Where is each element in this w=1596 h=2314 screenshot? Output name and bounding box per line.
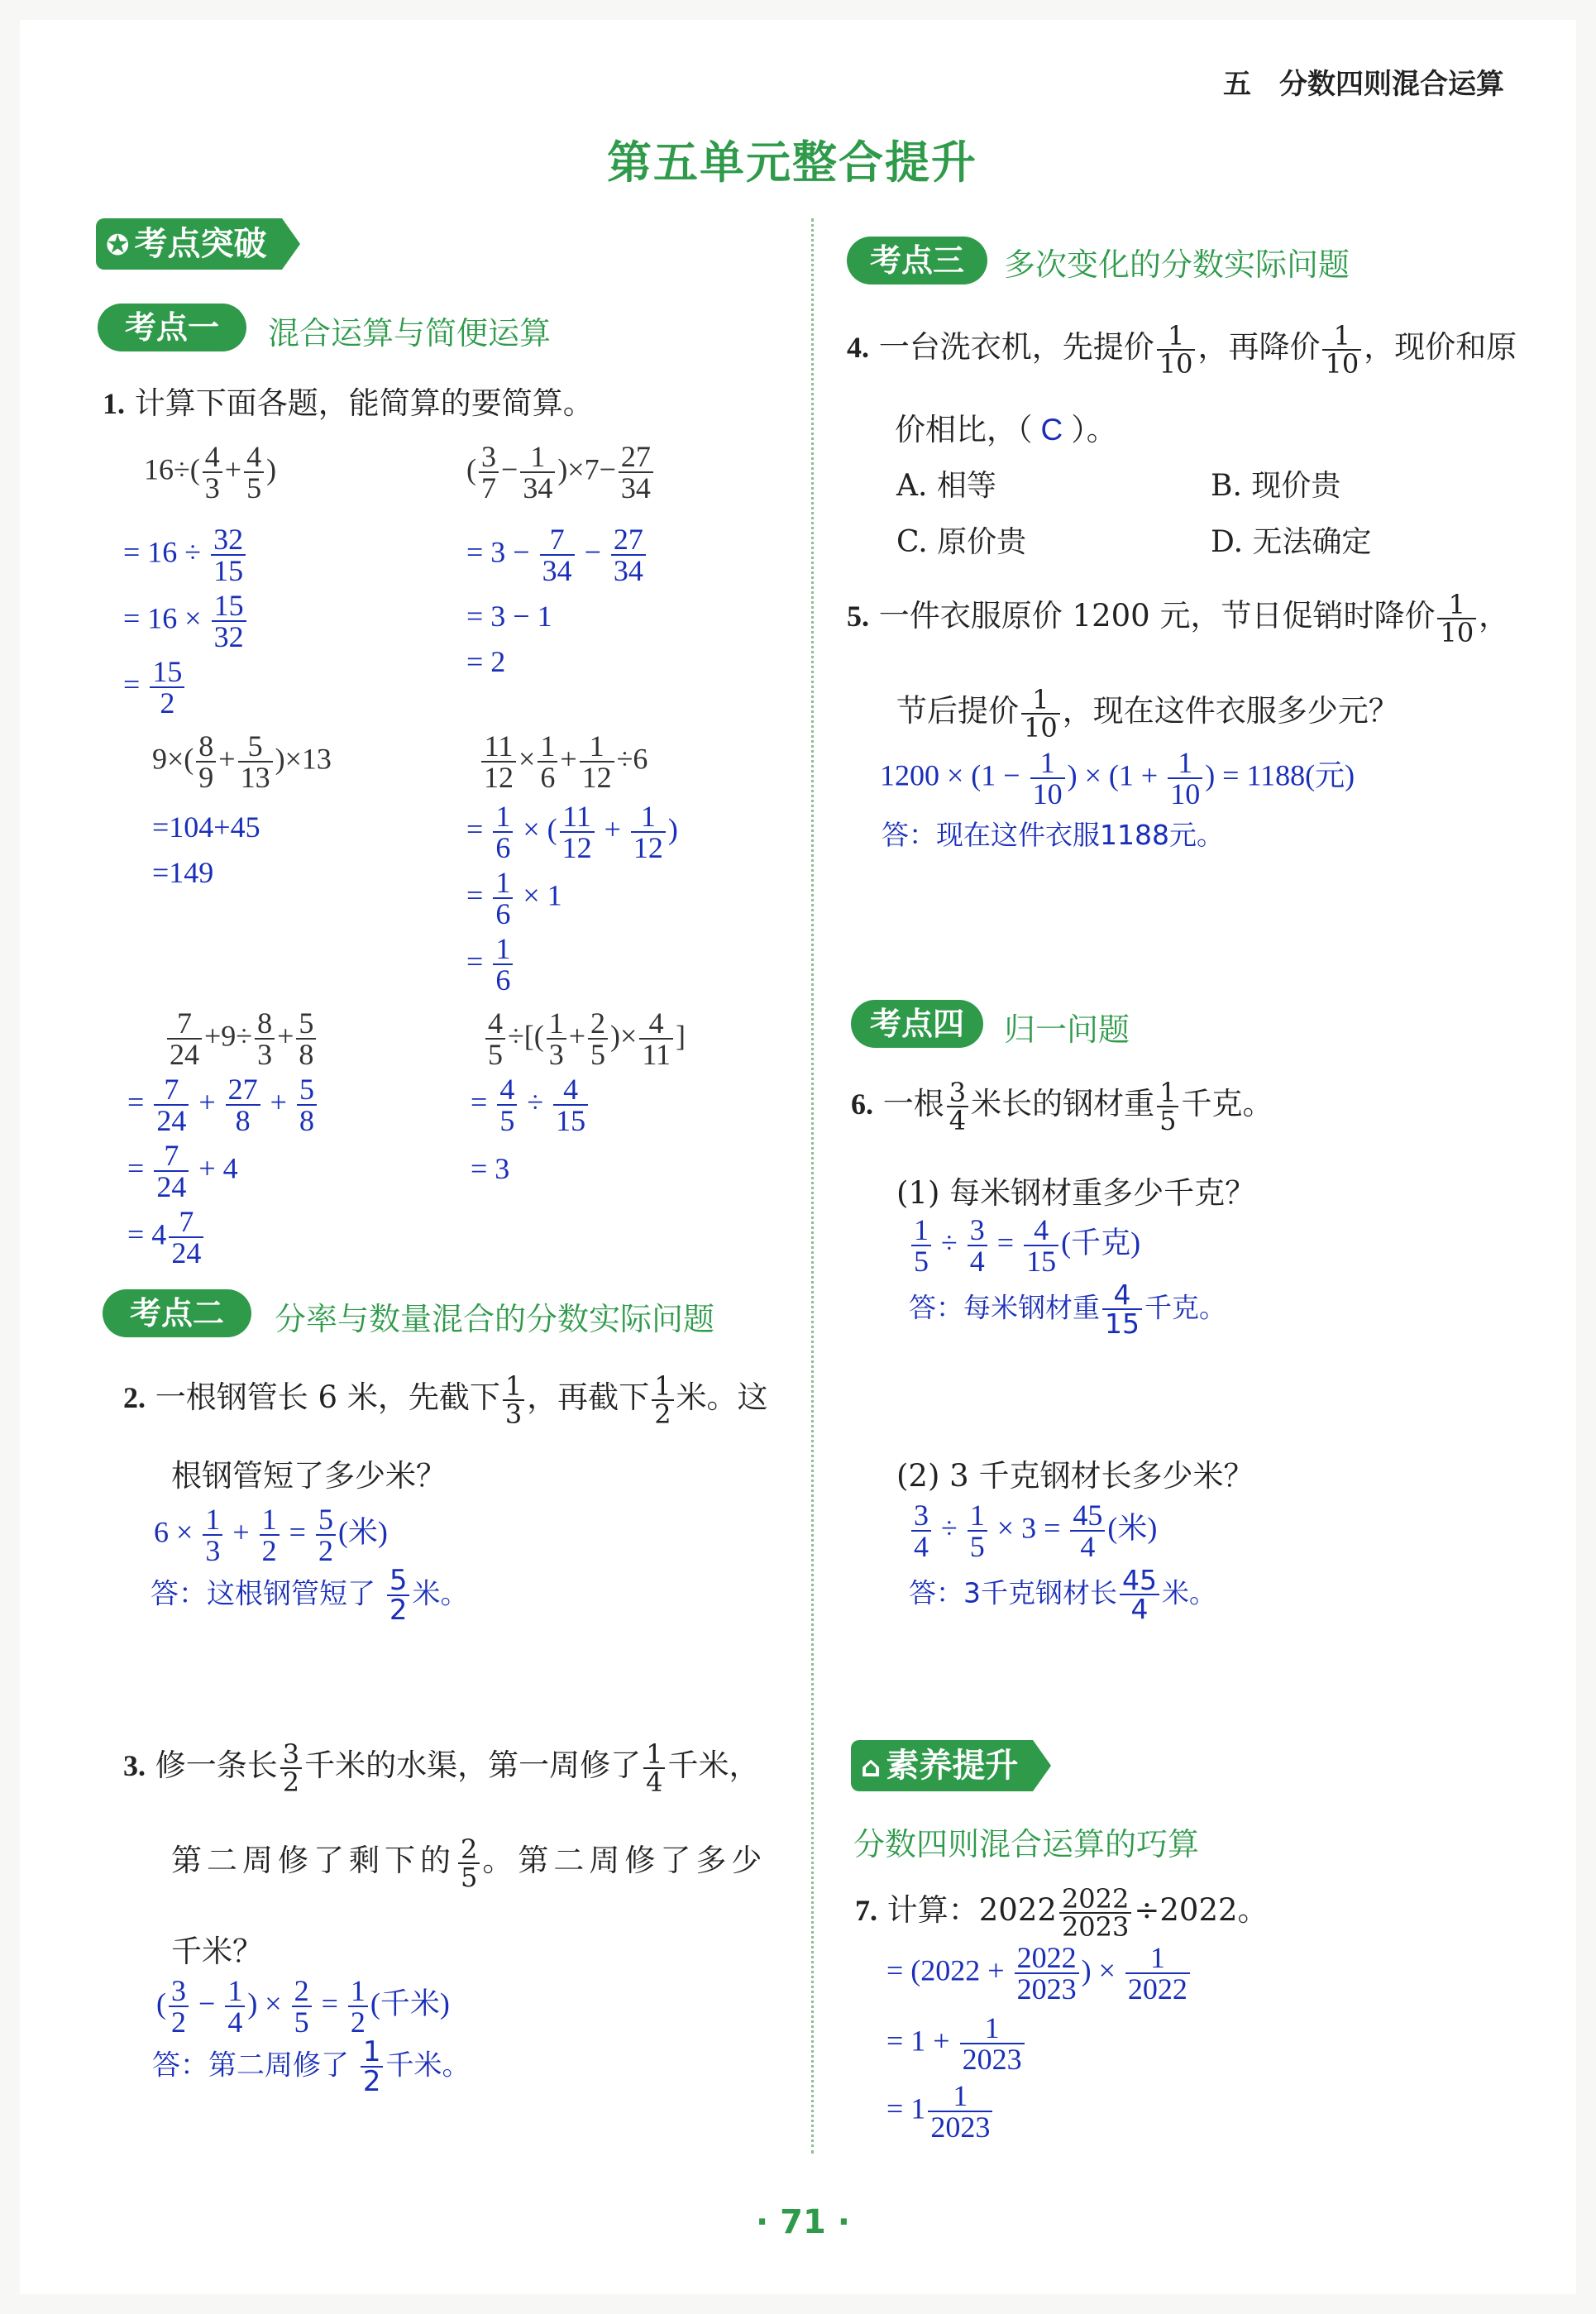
q4-option-c: C. 原价贵 — [896, 525, 1027, 559]
q3-text-c: 千米， — [667, 1747, 760, 1783]
q3-line1: 3. 修一条长 $\frac{3}{2}$ 千米的水渠，第一周修了 $\frac{1}{4}$ 千米， — [123, 1738, 760, 1798]
problem-1b: ( $\frac{3}{7}$ − $\frac{1}{34}$ )×7− $\frac{27}{34}$ — [466, 442, 656, 503]
q7-line1: 7. 计算：2022 $\frac{2022}{2023}$ ÷2022。 — [855, 1882, 1269, 1943]
q2-number: 2. — [123, 1381, 146, 1414]
answer-1e-step3: = 4 $\frac{7}{24}$ — [127, 1207, 206, 1268]
kp4-title: 归一问题 — [1004, 1011, 1130, 1048]
answer-1c-step2: =149 — [152, 856, 214, 889]
q2-equation: 6 × $\frac{1}{3}$ + $\frac{1}{2}$ = $\frac{5}{2}$ (米) — [154, 1503, 388, 1567]
q1-number: 1. — [103, 387, 125, 420]
q6-sub2-answer: 答：3千克钢材长 $\frac{45}{4}$ 米。 — [909, 1564, 1216, 1625]
problem-1c: 9×( $\frac{8}{9}$ + $\frac{5}{13}$ )×13 — [152, 729, 332, 794]
q7-step2: = 1 + $\frac{1}{2023}$ — [886, 2013, 1027, 2074]
q6-sub2: (2) 3 千克钢材长多少米？ — [896, 1458, 1254, 1494]
kp3-title: 多次变化的分数实际问题 — [1004, 246, 1350, 283]
section-badge-suyang — [851, 1740, 1051, 1791]
q6-sub1-answer-unit: 千克。 — [1144, 1291, 1226, 1324]
kp2-tag: 考点二 — [103, 1289, 251, 1337]
section-badge-kaodian — [96, 218, 300, 270]
q6-text-b: 米长的钢材重 — [971, 1086, 1155, 1121]
q2-line2: 根钢管短了多少米？ — [171, 1458, 447, 1494]
answer-1a-step1: = 16 ÷ $\frac{32}{15}$ — [123, 524, 248, 586]
q5-answer: 答：现在这件衣服1188元。 — [882, 819, 1224, 851]
q3-equation: ( $\frac{3}{2}$ − $\frac{1}{4}$ ) × $\frac{2}{5}$ = $\frac{1}{2}$ (千米) — [156, 1974, 450, 2039]
q1 — [103, 378, 594, 423]
star-icon: ✪ — [106, 229, 130, 262]
q2-answer-unit: 米。 — [412, 1577, 469, 1611]
q3-answer-text: 答：第二周修了 — [152, 2049, 349, 2082]
answer-1c-step1: =104+45 — [152, 810, 260, 844]
workbook-page — [20, 20, 1576, 2294]
house-icon: ⌂ — [861, 1751, 882, 1784]
q3-text-b: 千米的水渠，第一周修了 — [304, 1747, 642, 1783]
answer-1d-step2: = $\frac{1}{6}$ × 1 — [466, 866, 562, 930]
answer-1e-step2: = $\frac{7}{24}$ + 4 — [127, 1139, 238, 1203]
section-badge2-label: 素养提升 — [886, 1747, 1019, 1785]
page-title: 第五单元整合提升 — [607, 136, 977, 189]
problem-1d: $\frac{11}{12}$ × $\frac{1}{6}$ + $\frac{1}{12}$ ÷6 — [479, 731, 647, 792]
section-badge-label: 考点突破 — [134, 225, 267, 263]
answer-1b-step2: = 3 − 1 — [466, 600, 552, 633]
q2-answer-text: 答：这根钢管短了 — [151, 1577, 375, 1611]
q5-text-a: 一件衣服原价 1200 元，节日促销时降价 — [878, 598, 1436, 633]
answer-1a-step3: = $\frac{15}{2}$ — [123, 657, 187, 718]
answer-1e-step1: = $\frac{7}{24}$ + $\frac{27}{8}$ + $\frac{5}{8}$ — [127, 1074, 319, 1135]
q6-sub1-answer: 答：每米钢材重 $\frac{4}{15}$ 千克。 — [909, 1279, 1226, 1340]
q5-line2: 节后提价 $\frac{1}{10}$ ，现在这件衣服多少元？ — [896, 683, 1399, 743]
kp2-title: 分率与数量混合的分数实际问题 — [275, 1301, 715, 1337]
answer-1a-step2: = 16 × $\frac{15}{32}$ — [123, 590, 249, 652]
q2-text-a: 一根钢管长 6 米，先截下 — [155, 1379, 500, 1415]
q7-step3: = 1 $\frac{1}{2023}$ — [886, 2081, 995, 2142]
q5-number: 5. — [847, 600, 869, 633]
q6-text-c: 千克。 — [1181, 1086, 1273, 1121]
q4-option-d: D. 无法确定 — [1211, 525, 1372, 559]
q6-line1: 6. 一根 $\frac{3}{4}$ 米长的钢材重 $\frac{1}{5}$ 千克。 — [851, 1076, 1273, 1136]
q4-text-e: ）。 — [1071, 412, 1117, 447]
q5-equation: 1200 × (1 − $\frac{1}{10}$ ) × (1 + $\frac{1}{10}$ ) = 1188(元) — [880, 746, 1355, 810]
problem-1e: $\frac{7}{24}$ +9÷ $\frac{8}{3}$ + $\frac{5}{8}$ — [165, 1008, 318, 1069]
kp4-tag: 考点四 — [851, 1000, 983, 1048]
answer-1d-step1: = $\frac{1}{6}$ × ( $\frac{11}{12}$ + $\frac{1}{12}$ ) — [466, 800, 678, 864]
problem-1f: $\frac{4}{5}$ ÷[( $\frac{1}{3}$ + $\frac{2}{5}$ )× $\frac{4}{11}$ ] — [483, 1008, 686, 1069]
q5-line1: 5. 一件衣服原价 1200 元，节日促销时降价 $\frac{1}{10}$ ， — [847, 588, 1510, 648]
q7-step1: = (2022 + $\frac{2022}{2023}$ ) × $\frac{1}{2022}$ — [886, 1943, 1192, 2004]
q3-number: 3. — [123, 1749, 146, 1782]
column-divider — [811, 218, 814, 2154]
q4-text-d: 价相比，（ — [895, 412, 1033, 447]
q4-option-b: B. 现价贵 — [1211, 469, 1341, 503]
q7-text: 计算：2022 — [886, 1892, 1057, 1928]
q7-number: 7. — [855, 1894, 877, 1927]
q6-text-a: 一根 — [882, 1086, 944, 1121]
q4-number: 4. — [847, 331, 869, 364]
skill-title: 分数四则混合运算的巧算 — [853, 1826, 1200, 1862]
q6-number: 6. — [851, 1088, 873, 1121]
q4-text-b: ，再降价 — [1197, 329, 1321, 365]
q2-answer: 答：这根钢管短了 $\frac{5}{2}$ 米。 — [151, 1564, 469, 1627]
q6-sub1-answer-text: 答：每米钢材重 — [909, 1291, 1100, 1324]
page-number-value: 71 — [780, 2203, 826, 2241]
kp1-title: 混合运算与简便运算 — [268, 315, 552, 351]
q6-sub1-equation: $\frac{1}{5}$ ÷ $\frac{3}{4}$ = $\frac{4}{15}$ (千克) — [909, 1215, 1140, 1276]
problem-1a: 16÷( $\frac{4}{3}$ + $\frac{4}{5}$ ) — [144, 440, 277, 504]
q3-text-a: 修一条长 — [155, 1747, 278, 1783]
q6-sub2-answer-text: 答：3千克钢材长 — [909, 1576, 1117, 1609]
q5-text-b: 节后提价 — [896, 693, 1019, 729]
answer-1b-step3: = 2 — [466, 645, 506, 678]
q4-line2 — [895, 404, 1117, 449]
q1-text: 计算下面各题，能简算的要简算。 — [134, 385, 594, 421]
q2-text-b: ，再截下 — [527, 1379, 650, 1415]
q6-sub2-equation: $\frac{3}{4}$ ÷ $\frac{1}{5}$ × 3 = $\frac{45}{4}$ (米) — [909, 1500, 1157, 1561]
q6-sub1: (1) 每米钢材重多少千克？ — [896, 1175, 1256, 1211]
q4-line1: 4. 一台洗衣机，先提价 $\frac{1}{10}$ ，再降价 $\frac{1}{10}$ ，现价和原 — [847, 319, 1517, 380]
q6-sub2-answer-unit: 米。 — [1162, 1576, 1216, 1609]
kp1-tag: 考点一 — [98, 304, 246, 351]
q2-line1: 2. 一根钢管长 6 米，先截下 $\frac{1}{3}$ ，再截下 $\frac{1}{2}$ 米。这 — [123, 1370, 768, 1430]
q3-text-e: 。第二周修了多少 — [482, 1843, 767, 1878]
q4-text-c: ，现价和原 — [1364, 329, 1517, 365]
q3-line3: 千米？ — [171, 1934, 263, 1969]
page-number: · 71 · — [756, 2203, 850, 2241]
q3-text-d: 第二周修了剩下的 — [171, 1843, 456, 1878]
q3-line2: 第二周修了剩下的 $\frac{2}{5}$ 。第二周修了多少 — [171, 1833, 767, 1893]
answer-1b-step1: = 3 − $\frac{7}{34}$ − $\frac{27}{34}$ — [466, 524, 648, 586]
q4-answer: C — [1040, 413, 1063, 447]
q3-answer: 答：第二周修了 $\frac{1}{2}$ 千米。 — [152, 2035, 471, 2098]
answer-1f-step1: = $\frac{4}{5}$ ÷ $\frac{4}{15}$ — [471, 1074, 590, 1135]
answer-1d-step3: = $\frac{1}{6}$ — [466, 934, 515, 995]
answer-1f-step2: = 3 — [471, 1152, 510, 1185]
kp3-tag: 考点三 — [847, 237, 987, 284]
chapter-header: 五 分数四则混合运算 — [1223, 68, 1504, 101]
q5-text-c: ，现在这件衣服多少元？ — [1062, 693, 1399, 729]
q3-answer-unit: 千米。 — [385, 2049, 471, 2082]
q4-option-a: A. 相等 — [896, 469, 996, 503]
q2-text-c: 米。这 — [676, 1379, 768, 1415]
q4-text-a: 一台洗衣机，先提价 — [878, 329, 1154, 365]
